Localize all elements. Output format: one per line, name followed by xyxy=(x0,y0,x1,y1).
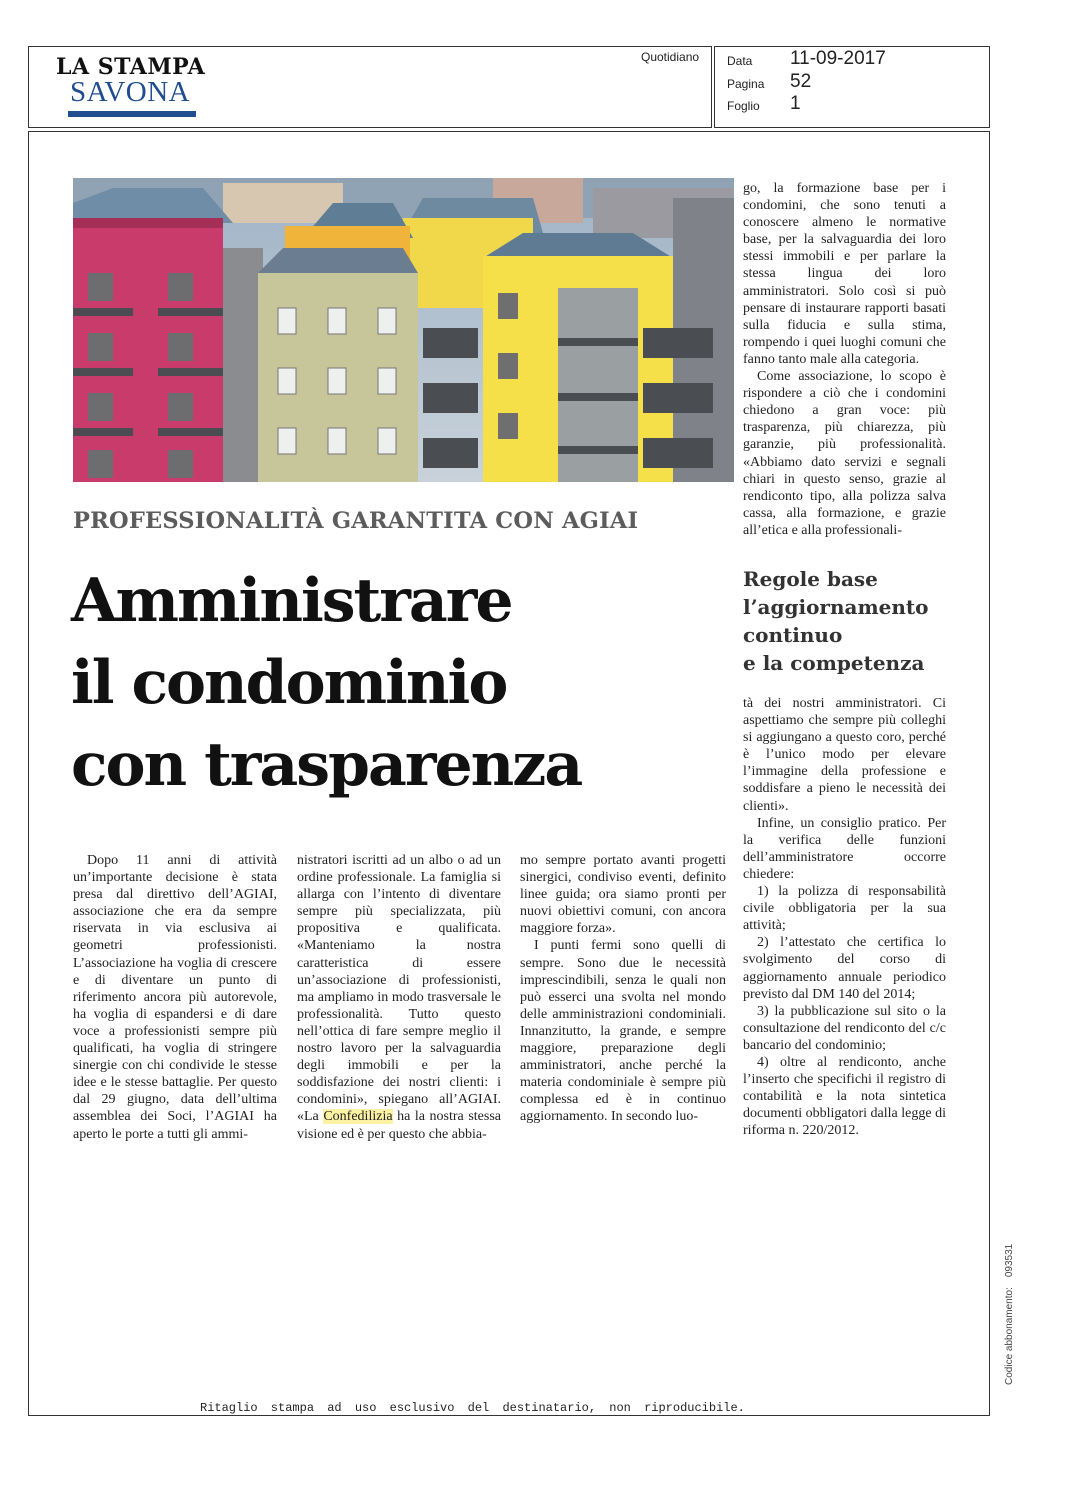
paragraph xyxy=(297,852,501,1143)
subscription-number: 093531 xyxy=(1004,1243,1015,1278)
list-item: 4) oltre al rendiconto, anche l’inserto che specifichi il registro di contabilità e la nota sintetica documenti obbligatori dalla legge di riforma n. 220/2012. xyxy=(743,1054,946,1139)
subhead-line: l’aggiornamento xyxy=(743,595,929,619)
meta-page-value: 52 xyxy=(790,71,812,92)
headline-line: con trasparenza xyxy=(71,730,582,800)
subhead-line: Regole base xyxy=(743,567,878,591)
paragraph: Dopo 11 anni di attività un’importante decisione è stata presa dal direttivo dell’AGIAI, associazione che era da sempre riservata in via esclusiva ai geometri professionisti. L’associazione ha voglia di crescere e di diventare un punto di riferimento ancora più autorevole, ha voglia di espandersi e di dare voce a professionisti sempre più qualificati, ha voglia di stringere sinergie con chi condivide le stesse idee e le stesse battaglie. Per questo dal 29 giugno, data dell’ultima assemblea dei Soci, l’AGIAI ha aperto le porte a tutti gli ammi- xyxy=(73,853,277,1142)
article-kicker: PROFESSIONALITÀ GARANTITA CON AGIAI xyxy=(73,508,639,534)
list-item: 3) la pubblicazione sul sito o la consultazione del rendiconto del c/c bancario del condominio; xyxy=(743,1003,946,1053)
subscription-label: Codice abbonamento: xyxy=(1004,1287,1015,1385)
reproduction-notice: Ritaglio stampa ad uso esclusivo del destinatario, non riproducibile. xyxy=(200,1401,745,1415)
apartment-buildings-photo xyxy=(73,178,734,482)
article-column-1 xyxy=(73,852,277,1143)
article-column-4-bottom xyxy=(743,695,946,1139)
article-column-4-top xyxy=(743,180,946,539)
headline-line: il condominio xyxy=(71,648,507,718)
paragraph: tà dei nostri amministratori. Ci aspettiamo che sempre più colleghi si aggiungano a questo coro, perché è l’unico modo per elevare l’immagine della professione e soddisfare a pieno le necessità dei clienti». xyxy=(743,696,946,814)
paragraph: Infine, un consiglio pratico. Per la verifica delle funzioni dell’amministratore occorre chiedere: xyxy=(743,815,946,882)
paragraph: I punti fermi sono quelli di sempre. Sono due le necessità imprescindibili, senza le quali non può esserci una svolta nel mondo delle amministrazioni condominiali. Innanzitutto, la grande, e sempre maggiore, preparazione degli amministratori, anche perché la materia condominiale è sempre più complessa ed è in continuo aggiornamento. In secondo luo- xyxy=(520,938,726,1125)
article-column-2 xyxy=(297,852,501,1143)
meta-sheet-value: 1 xyxy=(790,93,801,114)
meta-page-label: Pagina xyxy=(727,77,765,91)
article-headline xyxy=(71,560,731,806)
masthead-title: LA STAMPA xyxy=(56,54,206,80)
masthead-edition: SAVONA xyxy=(70,76,191,108)
paragraph-text: nistratori iscritti ad un albo o ad un ordine professionale. La famiglia si allarga con l’intento di diventare sempre più specializzata, più propositiva e qualificata. «Manteniamo la nostra caratteristica di essere un’associazione di professionisti, ma ampliamo in modo trasversale le professionalità. Tutto questo nell’ottica di fare sempre meglio il nostro lavoro per la salvaguardia degli immobili e per la soddisfazione dei nostri clienti: i condomini», spiegano all’AGIAI. «La xyxy=(297,853,501,1125)
meta-date-value: 11-09-2017 xyxy=(790,48,886,69)
publication-type: Quotidiano xyxy=(641,50,700,64)
list-item: 2) l’attestato che certifica lo svolgimento del corso di aggiornamento annuale periodico previsto dal DM 140 del 2014; xyxy=(743,935,946,1002)
paragraph-text: ha la nostra stessa visione ed è per questo che abbia- xyxy=(297,1109,502,1142)
article-subhead xyxy=(743,565,958,677)
subhead-line: continuo xyxy=(743,623,843,647)
list-item: 1) la polizza di responsabilità civile obbligatoria per la sua attività; xyxy=(743,884,946,934)
meta-date-label: Data xyxy=(727,54,753,68)
paragraph: mo sempre portato avanti progetti sinergici, condiviso eventi, definito linee guida; ora siamo pronti per nuovi obiettivi comuni, con ancora maggiore forza». xyxy=(520,853,726,937)
masthead-bar xyxy=(68,111,196,117)
subhead-line: e la competenza xyxy=(743,651,925,675)
highlighted-term: Confedilizia xyxy=(323,1109,393,1125)
meta-sheet-label: Foglio xyxy=(727,99,760,113)
subscription-code xyxy=(1004,1245,1015,1395)
headline-line: Amministrare xyxy=(71,566,512,636)
paragraph: Come associazione, lo scopo è rispondere a ciò che i condomini chiedono a gran voce: più trasparenza, più chiarezza, più garanzie, più professionalità. «Abbiamo dato servizi e segnali chiari in questo senso, grazie al rendiconto tipo, alla polizza salva cassa, alla formazione, e grazie all’etica e alla professionali- xyxy=(743,369,946,538)
article-column-3 xyxy=(520,852,726,1126)
paragraph: go, la formazione base per i condomini, che sono tenuti a conoscere almeno le normative base, per la salvaguardia dei loro stessi immobili e per parlare la stessa lingua dei loro amministratori. Solo così si può pensare di instaurare rapporti basati sulla fiducia e sulla stima, rompendo i quei luoghi comuni che fanno tanto male alla categoria. xyxy=(743,181,946,367)
